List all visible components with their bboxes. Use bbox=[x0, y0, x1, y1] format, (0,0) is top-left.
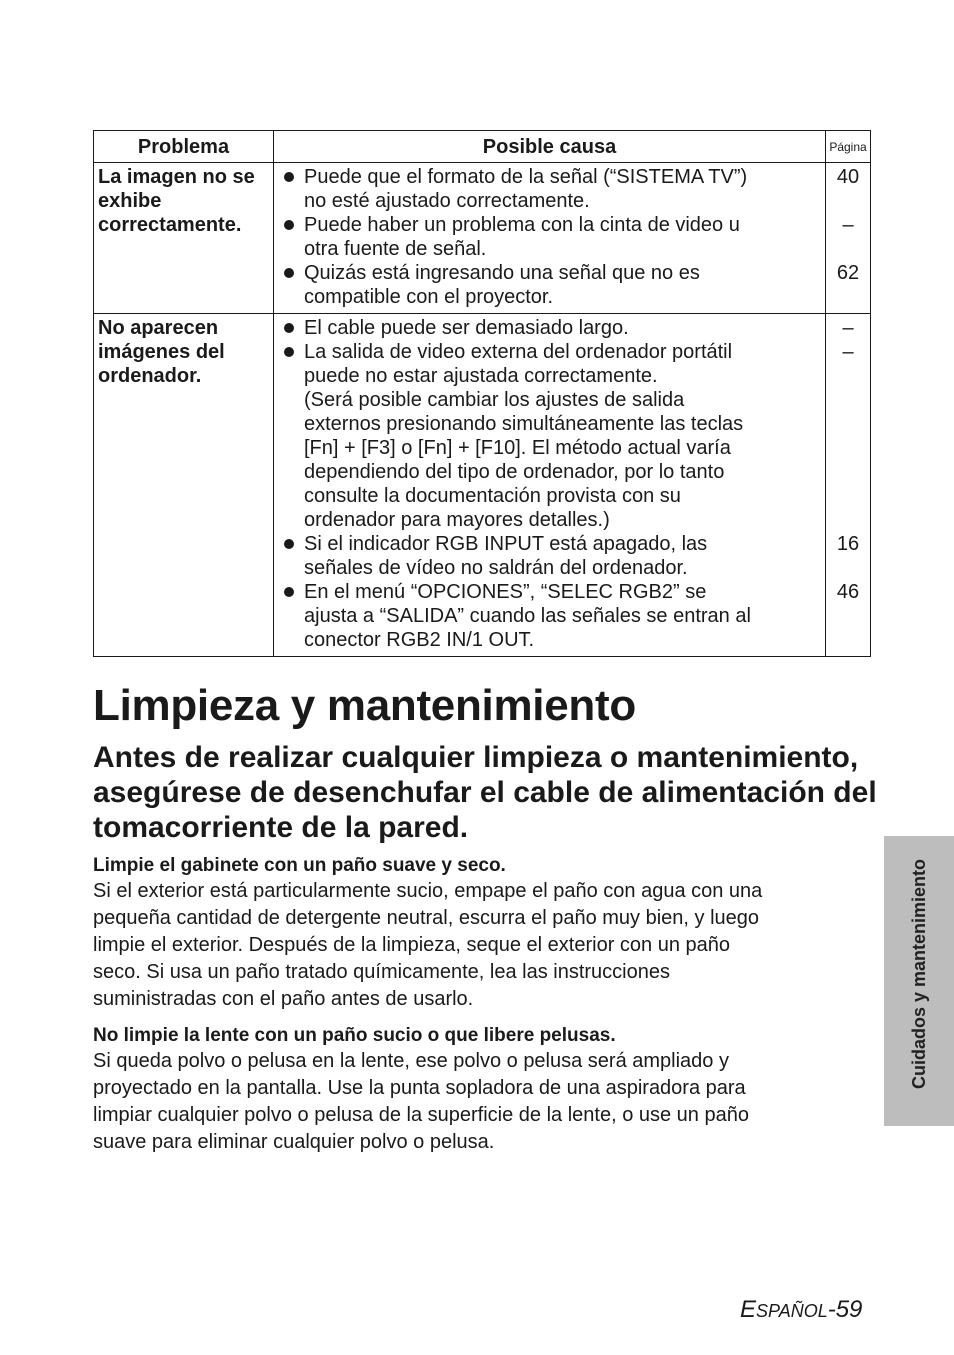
cause-line: Puede haber un problema con la cinta de video u bbox=[304, 214, 740, 236]
page-spacer bbox=[828, 628, 868, 652]
cause-item bbox=[282, 580, 817, 652]
cause-line: puede no estar ajustada correctamente. bbox=[304, 365, 658, 387]
header-problem: Problema bbox=[94, 131, 274, 163]
cause-line: conector RGB2 IN/1 OUT. bbox=[304, 629, 535, 651]
footer-initial: E bbox=[740, 1296, 757, 1323]
cause-line: dependiendo del tipo de ordenador, por lo tanto bbox=[304, 461, 725, 483]
problem-cell: La imagen no se exhibe correctamente. bbox=[94, 163, 274, 314]
cause-item bbox=[282, 532, 817, 580]
page-title: Limpieza y mantenimiento bbox=[93, 681, 636, 730]
cause-line: (Será posible cambiar los ajustes de salida bbox=[304, 389, 685, 411]
page-spacer bbox=[828, 189, 868, 213]
page-spacer bbox=[828, 436, 868, 460]
table-row bbox=[94, 163, 871, 314]
cause-line: [Fn] + [F3] o [Fn] + [F10]. El método actual varía bbox=[304, 437, 731, 459]
page-cell bbox=[826, 163, 871, 314]
cause-line: ordenador para mayores detalles.) bbox=[304, 509, 610, 531]
page-ref: 46 bbox=[836, 581, 860, 603]
side-tab-label: Cuidados y mantenimiento bbox=[909, 858, 929, 1090]
page-spacer bbox=[828, 604, 868, 628]
body-line: suministradas con el paño antes de usarlo. bbox=[93, 988, 474, 1010]
page-spacer bbox=[828, 237, 868, 261]
page-spacer bbox=[828, 412, 868, 436]
page-spacer bbox=[828, 364, 868, 388]
side-tab bbox=[884, 836, 954, 1126]
section-lens bbox=[93, 1023, 863, 1156]
page-spacer bbox=[828, 556, 868, 580]
header-page: Página bbox=[826, 131, 871, 163]
page-ref: 62 bbox=[836, 262, 860, 284]
table-header-row bbox=[94, 131, 871, 163]
header-cause: Posible causa bbox=[274, 131, 826, 163]
body-line: Si el exterior está particularmente sucio, empape el paño con agua con una bbox=[93, 880, 763, 902]
cause-line: externos presionando simultáneamente las teclas bbox=[304, 413, 744, 435]
cause-line: En el menú “OPCIONES”, “SELEC RGB2” se bbox=[304, 581, 707, 603]
cause-cell bbox=[274, 314, 826, 657]
cause-line: consulte la documentación provista con su bbox=[304, 485, 681, 507]
page-footer bbox=[740, 1296, 862, 1324]
cause-line: Si el indicador RGB INPUT está apagado, las bbox=[304, 533, 708, 555]
cause-cell bbox=[274, 163, 826, 314]
section-body bbox=[93, 1048, 863, 1156]
page-ref: – bbox=[842, 317, 854, 339]
page-ref: – bbox=[842, 214, 854, 236]
page-ref: – bbox=[842, 341, 854, 363]
table-row bbox=[94, 314, 871, 657]
cause-item bbox=[282, 165, 817, 213]
body-line: limpie el exterior. Después de la limpieza, seque el exterior con un paño bbox=[93, 934, 731, 956]
page-spacer bbox=[828, 484, 868, 508]
body-line: seco. Si usa un paño tratado químicamente, lea las instrucciones bbox=[93, 961, 670, 983]
cause-item bbox=[282, 213, 817, 261]
section-body bbox=[93, 878, 863, 1013]
section-cabinet bbox=[93, 853, 863, 1013]
cause-line: señales de vídeo no saldrán del ordenador. bbox=[304, 557, 688, 579]
page-spacer bbox=[828, 460, 868, 484]
body-line: Si queda polvo o pelusa en la lente, ese polvo o pelusa será ampliado y bbox=[93, 1050, 729, 1072]
cause-item bbox=[282, 261, 817, 309]
footer-language: SPAÑOL bbox=[756, 1301, 828, 1321]
cause-line: Puede que el formato de la señal (“SISTEMA TV”) bbox=[304, 166, 748, 188]
warning-subtitle: Antes de realizar cualquier limpieza o mantenimiento, asegúrese de desenchufar el cable de alimentación del tomacorriente de la pared. bbox=[93, 741, 877, 844]
cause-line: El cable puede ser demasiado largo. bbox=[304, 317, 629, 339]
cause-line: otra fuente de señal. bbox=[304, 238, 487, 260]
troubleshooting-table bbox=[93, 130, 871, 657]
section-heading: Limpie el gabinete con un paño suave y seco. bbox=[93, 855, 506, 876]
page-ref: 40 bbox=[836, 166, 860, 188]
page-spacer bbox=[828, 285, 868, 309]
problem-cell: No aparecen imágenes del ordenador. bbox=[94, 314, 274, 657]
cause-line: compatible con el proyector. bbox=[304, 286, 554, 308]
cause-item bbox=[282, 316, 817, 340]
page-spacer bbox=[828, 388, 868, 412]
body-line: limpiar cualquier polvo o pelusa de la superficie de la lente, o use un paño bbox=[93, 1104, 749, 1126]
page-number: -59 bbox=[827, 1296, 863, 1323]
cause-line: ajusta a “SALIDA” cuando las señales se entran al bbox=[304, 605, 751, 627]
page-spacer bbox=[828, 508, 868, 532]
cause-line: Quizás está ingresando una señal que no es bbox=[304, 262, 700, 284]
section-heading: No limpie la lente con un paño sucio o que libere pelusas. bbox=[93, 1025, 616, 1046]
body-line: proyectado en la pantalla. Use la punta sopladora de una aspiradora para bbox=[93, 1077, 746, 1099]
cause-line: no esté ajustado correctamente. bbox=[304, 190, 590, 212]
cause-line: La salida de video externa del ordenador portátil bbox=[304, 341, 733, 363]
body-line: suave para eliminar cualquier polvo o pelusa. bbox=[93, 1131, 495, 1153]
page-cell bbox=[826, 314, 871, 657]
cause-item bbox=[282, 340, 817, 532]
body-line: pequeña cantidad de detergente neutral, escurra el paño muy bien, y luego bbox=[93, 907, 760, 929]
page-ref: 16 bbox=[836, 533, 860, 555]
